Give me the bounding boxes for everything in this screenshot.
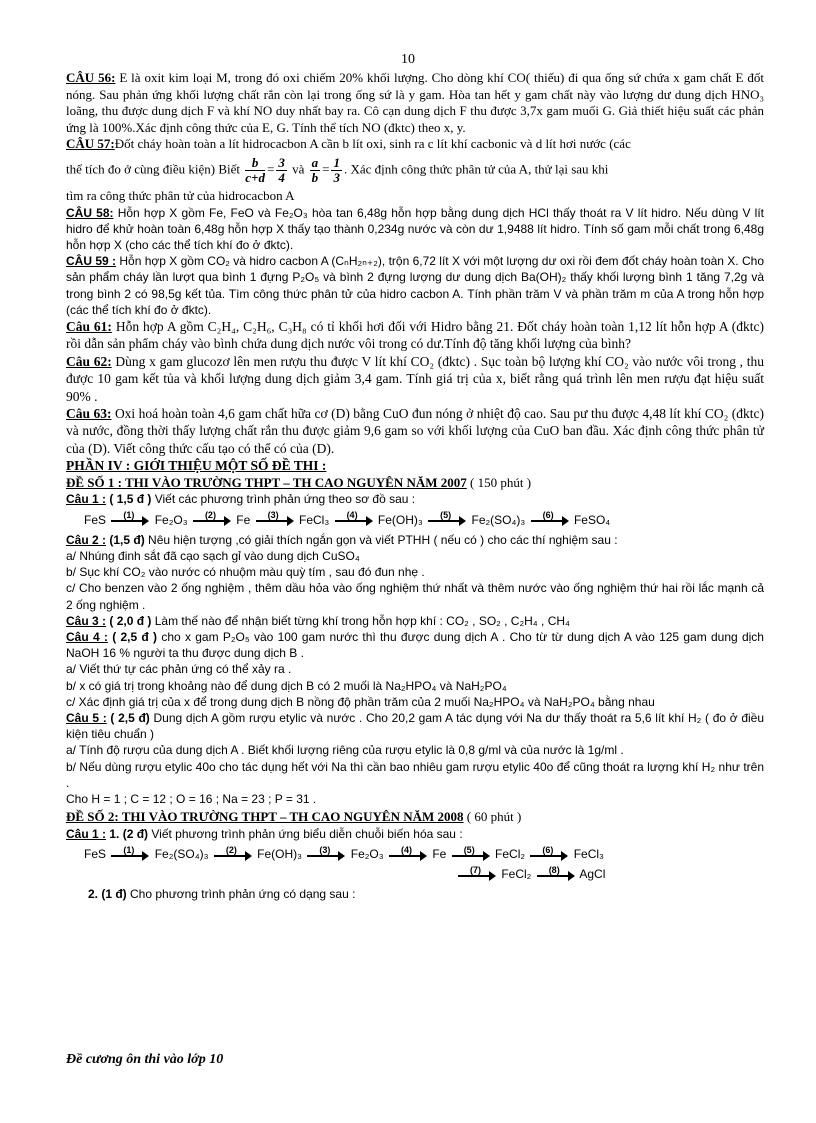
- question-57-text-a: Đốt cháy hoàn toàn a lít hidrocacbon A cần b lít oxi, sinh ra c lít khí cacbonic và d lít hơi nước (các: [114, 136, 631, 152]
- question-56-text: E là oxit kim loại M, trong đó oxi chiếm 20% khối lượng. Cho dòng khí CO( thiếu) đi qua ống sứ chứa x gam chất E đốt nóng. Sau phản ứng khối lượng chất rắn còn lại trong ống sứ là y gam. Hòa tan hết y gam chất này vào lượng dư dung dịch HNO₃ loãng, thu được dung dịch F và khí NO duy nhất bay ra. Cô cạn dung dịch F thu được 3,7x gam muối G. Giả thiết hiệu suất các phản ứng là 100%.Xác định công thức của E, G. Tính thể tích NO (đktc) theo x, y.: [66, 70, 765, 135]
- exam-2-heading: [66, 809, 764, 826]
- question-58: [66, 205, 764, 254]
- reaction-arrow-icon: [111, 844, 149, 860]
- question-61: [66, 318, 764, 353]
- chain-species: FeS: [84, 847, 107, 862]
- chain-species: AgCl: [579, 867, 606, 882]
- fraction-1-over-3: [331, 156, 342, 185]
- equals-sign: =: [322, 161, 330, 177]
- question-59-label: CÂU 59 :: [66, 254, 117, 269]
- exam-1-atomic-masses: Cho H = 1 ; C = 12 ; O = 16 ; Na = 23 ; P = 31 .: [66, 792, 317, 807]
- exam-2-q1-part-2: [66, 886, 764, 902]
- step-number: (7): [470, 865, 481, 876]
- step-number: (5): [440, 510, 452, 521]
- step-number: (3): [319, 844, 331, 855]
- exam-1-q4-part-a: a/ Viết thứ tự các phản ứng có thể xảy ra .: [66, 662, 292, 677]
- reaction-arrow-icon: [193, 510, 231, 525]
- reaction-arrow-icon: [530, 844, 568, 860]
- exam-1-q1-text: Viết các phương trình phản ứng theo sơ đồ sau :: [154, 492, 416, 507]
- exam-2-reaction-chain-branch: [456, 866, 764, 882]
- question-63-label: Câu 63:: [66, 406, 112, 422]
- fraction-b-over-cd: [245, 156, 265, 185]
- fraction-3-over-4: [276, 156, 287, 185]
- exam-1-q5-points: ( 2,5 đ): [110, 711, 150, 726]
- exam-1-question-3: [66, 613, 764, 629]
- exam-1-q2-part-c: c/ Cho benzen vào 2 ống nghiệm , thêm dầu hỏa vào ống nghiệm thứ nhất và thêm nước vào ống nghiệm thứ hai rồi lắc mạnh cả 2 ống nghiệm .: [66, 581, 764, 612]
- exam-2-q1-sub: 1. (2 đ): [109, 826, 149, 841]
- chain-species: Fe: [236, 512, 251, 527]
- equals-sign: =: [266, 161, 275, 177]
- question-57-text-d-line: [66, 188, 764, 205]
- question-58-text: Hỗn hợp X gồm Fe, FeO và Fe₂O₃ hòa tan 6,48g hỗn hợp bằng dung dịch HCl thấy thoát ra V lít hidro. Nếu dùng V lít hidro để khử hoàn toàn 6,48g hỗn hợp X thấy tạo thành 0,234g nước và còn dư 1,9488 lít hidro. Tính số gam mỗi chất trong 6,48g hỗn hợp X (cho các thể tích khí đo ở đktc).: [66, 205, 764, 252]
- exam-1-q4-part-c: c/ Xác định giá trị của x để trong dung dịch B nồng độ phần trăm của 2 muối Na₂HPO₄ và NaH₂PO₄ bằng nhau: [66, 694, 655, 709]
- exam-1-q5-part-a: a/ Tính độ rượu của dung dịch A . Biết khối lượng riêng của rượu etylic là 0,8 g/ml và của nước là 1g/ml .: [66, 743, 624, 758]
- exam-1-q4-label: Câu 4 :: [66, 630, 108, 645]
- question-57-label: CÂU 57:: [66, 136, 115, 152]
- question-56: [66, 70, 764, 136]
- fraction-denominator: c+d: [245, 169, 265, 185]
- question-57-text-c: . Xác định công thức phân tử của A, thử lại sau khi: [343, 161, 609, 177]
- fraction-a-over-b: [310, 156, 321, 185]
- exam-1-question-5: [66, 710, 764, 742]
- exam-1-q2-points: (1,5 đ): [109, 532, 145, 547]
- reaction-arrow-icon: [428, 510, 466, 525]
- fraction-denominator: 3: [333, 169, 340, 185]
- exam-2-question-1: [66, 826, 764, 842]
- reaction-arrow-icon: [531, 510, 569, 525]
- reaction-arrow-icon: [452, 844, 490, 860]
- part-4-title: PHẦN IV : GIỚI THIỆU MỘT SỐ ĐỀ THI :: [66, 458, 327, 474]
- step-number: (8): [548, 865, 560, 876]
- exam-1-question-1: [66, 491, 764, 507]
- exam-1-q2-part-b: b/ Sục khí CO₂ vào nước có nhuộm màu quỳ tím , sau đó đun nhẹ .: [66, 565, 425, 580]
- step-number: (2): [225, 844, 237, 855]
- reaction-arrow-icon: [256, 510, 294, 525]
- step-number: (2): [204, 510, 216, 521]
- exam-1-q5-text: Dung dịch A gồm rượu etylic và nước . Cho 20,2 gam A tác dụng với Na dư thấy thoát ra 5,6 lít khí H₂ ( đo ở điều kiện tiêu chuẩn ): [66, 711, 765, 742]
- reaction-arrow-icon: [307, 844, 345, 860]
- question-57-text-b: thể tích đo ở cùng điều kiện) Biết: [66, 161, 241, 177]
- chain-species: Fe(OH)₃: [377, 512, 423, 527]
- question-62-label: Câu 62:: [66, 353, 112, 369]
- fraction-denominator: b: [311, 169, 319, 185]
- reaction-arrow-icon: [214, 844, 252, 860]
- conjunction-and: và: [292, 161, 305, 177]
- chain-species: FeS: [84, 512, 107, 527]
- fraction-numerator: 1: [333, 154, 340, 170]
- question-57-text-d: tìm ra công thức phân tử của hidrocacbon A: [66, 187, 295, 203]
- reaction-arrow-icon: [111, 510, 149, 525]
- question-59-text: Hỗn hợp X gồm CO₂ và hidro cacbon A (CₙH₂ₙ₊₂), trộn 6,72 lít X với một lượng dư oxi rồi đem đốt cháy hoàn toàn X. Cho sản phẩm cháy lần lượt qua bình 1 đựng P₂O₅ và bình 2 đựng lượng dư dung dịch Ba(OH)₂ thấy khối lượng bình 1 tăng 7,2g và trong bình 2 có 98,5g kết tủa. Tìm công thức phân tử của hidro cacbon A. Tính phần trăm V và phần trăm m của A trong hỗn hợp (các thể tích khí đo ở đktc).: [66, 254, 764, 317]
- fraction-numerator: a: [311, 154, 319, 170]
- question-59: [66, 253, 764, 318]
- step-number: (6): [542, 844, 554, 855]
- document-footer: Đề cương ôn thi vào lớp 10: [66, 1052, 224, 1067]
- reaction-arrow-icon: [458, 865, 496, 880]
- step-number: (3): [267, 510, 279, 521]
- chain-species: FeCl₃: [573, 847, 604, 862]
- exam-1-heading: [66, 475, 764, 492]
- step-number: (1): [123, 510, 135, 521]
- chain-species: Fe₂(SO₄)₃: [471, 512, 526, 527]
- exam-2-q2-sub: 2. (1 đ): [88, 887, 127, 902]
- exam-1-q5-label: Câu 5 :: [66, 711, 107, 726]
- exam-1-question-2: [66, 532, 764, 548]
- reaction-arrow-icon: [389, 844, 427, 860]
- reaction-arrow-icon: [335, 510, 373, 525]
- step-number: (5): [463, 844, 475, 855]
- question-61-text: Hỗn hợp A gồm C₂H₄, C₂H₆, C₃H₈ có tỉ khối hơi đối với Hidro bằng 21. Đốt cháy hoàn toàn 1,12 lít hỗn hợp A (đktc) rồi dẫn sản phẩm cháy vào bình chứa dung dịch nước vôi trong có dư.Tính độ tăng khối lượng của bình?: [66, 318, 764, 352]
- question-62-text: Dùng x gam glucozơ lên men rượu thu được V lít khí CO₂ (đktc) . Sục toàn bộ lượng khí CO₂ vào nước vôi trong , thu được 10 gam kết tủa và khối lượng dung dịch giảm 3,4 gam. Tính giá trị của x, biết rằng quá trình lên men rượu đạt hiệu suất 90% .: [66, 353, 764, 404]
- fraction-numerator: b: [245, 156, 265, 171]
- chain-species: Fe₂O₃: [350, 847, 384, 862]
- exam-1-q2-text: Nêu hiện tượng ,có giải thích ngắn gọn và viết PTHH ( nếu có ) cho các thí nghiệm sau :: [148, 532, 618, 547]
- question-63: [66, 405, 764, 457]
- chain-species: FeSO₄: [573, 512, 611, 527]
- fraction-denominator: 4: [278, 169, 285, 185]
- exam-1-q1-points: ( 1,5 đ ): [109, 492, 152, 507]
- question-58-label: CÂU 58:: [66, 205, 114, 220]
- exam-1-q3-points: ( 2,0 đ ): [109, 613, 152, 628]
- exam-2-body: [66, 826, 764, 903]
- exam-2-title: ĐỀ SỐ 2: THI VÀO TRƯỜNG THPT – TH CAO NGUYÊN NĂM 2008: [66, 809, 464, 825]
- question-63-text: Oxi hoá hoàn toàn 4,6 gam chất hữa cơ (D) bằng CuO đun nóng ở nhiệt độ cao. Sau pư thu được 4,48 lít khí CO₂ (đktc) và nước, đồng thời thấy lượng chất rắn thu được giảm 9,6 gam so với khối lượng của CuO ban đầu. Xác định công thức phân tử của (D). Viết công thức cấu tạo có thể có của (D).: [66, 406, 764, 456]
- step-number: (4): [400, 844, 412, 855]
- exam-1-question-4: [66, 629, 764, 661]
- exam-1-duration: ( 150 phút ): [470, 474, 532, 490]
- chain-species: Fe₂(SO₄)₃: [154, 847, 209, 862]
- exam-1-body: [66, 491, 764, 807]
- exam-2-q2-text: Cho phương trình phản ứng có dạng sau :: [130, 887, 356, 902]
- step-number: (4): [346, 510, 358, 521]
- question-56-label: CÂU 56:: [66, 70, 116, 85]
- exam-1-q2-label: Câu 2 :: [66, 532, 107, 547]
- chain-species: FeCl₂: [495, 847, 526, 862]
- exam-1-title: ĐỀ SỐ 1 : THI VÀO TRƯỜNG THPT – TH CAO NGUYÊN NĂM 2007: [66, 474, 467, 490]
- page-number: 10: [401, 52, 415, 67]
- exam-1-q1-label: Câu 1 :: [66, 492, 107, 507]
- exam-1-q3-text: Làm thế nào để nhận biết từng khí trong hỗn hợp khí : CO₂ , SO₂ , C₂H₄ , CH₄: [154, 613, 570, 628]
- chain-species: Fe: [432, 847, 447, 862]
- exam-1-reaction-chain: [84, 512, 764, 528]
- exam-2-q1-label: Câu 1 :: [66, 826, 107, 841]
- question-57-formula-line: [66, 156, 764, 185]
- question-57: [66, 136, 764, 153]
- exam-2-q1-text: Viết phương trình phản ứng biểu diễn chuỗi biến hóa sau :: [151, 826, 463, 841]
- chain-species: FeCl₃: [298, 512, 330, 527]
- question-61-label: Câu 61:: [66, 318, 112, 334]
- fraction-numerator: 3: [278, 154, 285, 170]
- chain-species: Fe₂O₃: [154, 512, 188, 527]
- step-number: (1): [123, 844, 135, 855]
- reaction-arrow-icon: [537, 865, 575, 880]
- chain-species: Fe(OH)₃: [257, 847, 303, 862]
- exam-2-duration: ( 60 phút ): [466, 809, 522, 825]
- exam-1-q2-part-a: a/ Nhúng đinh sắt đã cạo sạch gỉ vào dung dịch CuSO₄: [66, 549, 360, 564]
- question-62: [66, 353, 764, 405]
- exam-1-q4-points: ( 2,5 đ ): [112, 630, 158, 645]
- exam-1-q5-part-b: b/ Nếu dùng rượu etylic 40o cho tác dụng hết với Na thì cần bao nhiêu gam rượu etylic 40o để cũng thoát ra lượng khí H₂ như trên .: [66, 759, 764, 790]
- page-content: [66, 70, 764, 903]
- step-number: (6): [542, 510, 554, 521]
- exam-2-reaction-chain: [84, 846, 764, 862]
- exam-1-q4-part-b: b/ x có giá trị trong khoảng nào để dung dịch B có 2 muối là Na₂HPO₄ và NaH₂PO₄: [66, 678, 507, 693]
- chain-species: FeCl₂: [501, 867, 532, 882]
- exam-1-q4-text: cho x gam P₂O₅ vào 100 gam nước thì thu được dung dịch A . Cho từ từ dung dịch A vào 125 gam dung dịch NaOH 16 % người ta thu được dung dịch B .: [66, 630, 764, 661]
- exam-1-q3-label: Câu 3 :: [66, 613, 107, 628]
